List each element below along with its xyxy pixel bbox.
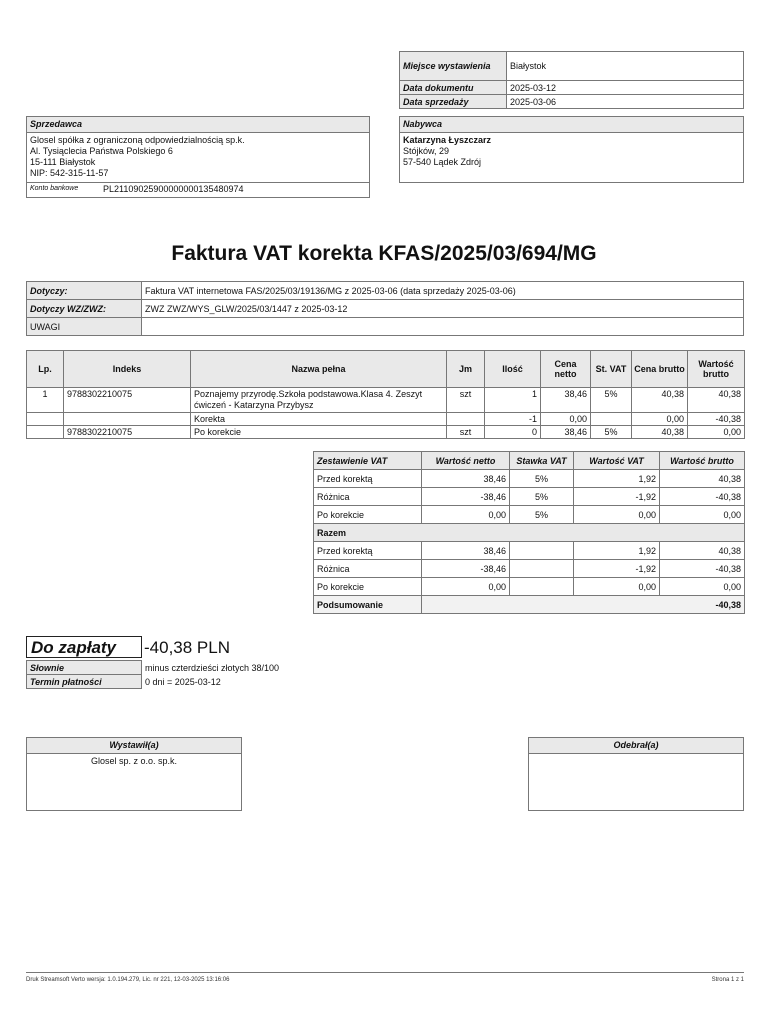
footer-page-number: Strona 1 z 1	[711, 977, 744, 983]
item-unit: szt	[447, 388, 485, 413]
vat-total-section-row	[314, 524, 745, 542]
payment-term-label: Termin płatności	[27, 675, 142, 689]
vat-amount: -1,92	[574, 488, 660, 506]
table-row	[314, 470, 745, 488]
issued-by-box	[26, 737, 242, 811]
payment-due-row	[26, 636, 426, 660]
buyer-city: 57-540 Lądek Zdrój	[403, 157, 482, 167]
item-index	[64, 413, 191, 426]
received-by-value	[529, 754, 743, 756]
vat-rate: 5%	[510, 488, 574, 506]
item-quantity: 1	[485, 388, 541, 413]
summary-value: -40,38	[422, 596, 745, 614]
vat-row-label: Różnica	[314, 488, 422, 506]
col-lp: Lp.	[27, 351, 64, 388]
vat-row-label: Po korekcie	[314, 506, 422, 524]
bank-account-label: Konto bankowe	[30, 185, 79, 192]
footer-print-info: Druk Streamsoft Verto wersja: 1.0.194.279, Lic. nr 221, 12-03-2025 13:16:06	[26, 977, 230, 983]
vat-net: 0,00	[422, 506, 510, 524]
remarks-value	[142, 318, 744, 336]
vat-gross: 0,00	[660, 506, 745, 524]
item-lp	[27, 413, 64, 426]
vat-rate: 5%	[510, 470, 574, 488]
total-gross: 0,00	[660, 578, 745, 596]
vat-col-summary: Zestawienie VAT	[314, 452, 422, 470]
references-table	[26, 281, 744, 336]
table-row	[27, 413, 745, 426]
total-rate	[510, 542, 574, 560]
item-index: 9788302210075	[64, 426, 191, 439]
total-vat: 1,92	[574, 542, 660, 560]
amount-in-words-label: Słownie	[27, 661, 142, 675]
items-header-row	[27, 351, 745, 388]
seller-name: Glosel spółka z ograniczoną odpowiedzialnością sp.k.	[30, 135, 245, 145]
buyer-box	[399, 116, 744, 183]
item-gross-value: 0,00	[688, 426, 745, 439]
item-net-price: 0,00	[541, 413, 591, 426]
bank-account-value: PL21109025900000000135480974	[103, 184, 244, 194]
item-gross-value: 40,38	[688, 388, 745, 413]
document-date-label: Data dokumentu	[400, 81, 507, 95]
vat-col-gross: Wartość brutto	[660, 452, 745, 470]
table-row	[314, 578, 745, 596]
vat-col-vat: Wartość VAT	[574, 452, 660, 470]
item-vat-rate: 5%	[591, 426, 632, 439]
item-vat-rate	[591, 413, 632, 426]
remarks-label: UWAGI	[27, 318, 142, 336]
items-table	[26, 350, 745, 439]
vat-gross: -40,38	[660, 488, 745, 506]
item-unit: szt	[447, 426, 485, 439]
seller-box	[26, 116, 370, 198]
payment-due-amount: -40,38 PLN	[144, 638, 230, 657]
document-title: Faktura VAT korekta KFAS/2025/03/694/MG	[171, 242, 597, 265]
col-unit: Jm	[447, 351, 485, 388]
col-name: Nazwa pełna	[191, 351, 447, 388]
document-date-value: 2025-03-12	[507, 81, 744, 95]
col-quantity: Ilość	[485, 351, 541, 388]
issued-by-label: Wystawił(a)	[27, 738, 241, 754]
vat-rate: 5%	[510, 506, 574, 524]
place-label: Miejsce wystawienia	[400, 52, 507, 81]
table-row	[27, 388, 745, 413]
seller-street: Al. Tysiąclecia Państwa Polskiego 6	[30, 146, 173, 156]
vat-net: 38,46	[422, 470, 510, 488]
vat-amount: 0,00	[574, 506, 660, 524]
vat-net: -38,46	[422, 488, 510, 506]
col-vat-rate: St. VAT	[591, 351, 632, 388]
total-row-label: Przed korektą	[314, 542, 422, 560]
total-net: 38,46	[422, 542, 510, 560]
summary-label: Podsumowanie	[314, 596, 422, 614]
col-index: Indeks	[64, 351, 191, 388]
total-row-label: Po korekcie	[314, 578, 422, 596]
item-net-price: 38,46	[541, 388, 591, 413]
seller-nip: NIP: 542-315-11-57	[30, 168, 109, 178]
table-row	[314, 560, 745, 578]
vat-col-rate: Stawka VAT	[510, 452, 574, 470]
ref-invoice-value: Faktura VAT internetowa FAS/2025/03/19136/MG z 2025-03-06 (data sprzedaży 2025-03-06)	[142, 282, 744, 300]
item-quantity: -1	[485, 413, 541, 426]
vat-summary-row	[314, 596, 745, 614]
received-by-label: Odebrał(a)	[529, 738, 743, 754]
item-quantity: 0	[485, 426, 541, 439]
table-row	[314, 488, 745, 506]
item-unit	[447, 413, 485, 426]
vat-summary-table	[313, 451, 745, 614]
table-row	[27, 426, 745, 439]
col-net-price: Cena netto	[541, 351, 591, 388]
seller-title: Sprzedawca	[27, 117, 369, 133]
payment-details-table	[26, 660, 426, 689]
total-gross: 40,38	[660, 542, 745, 560]
amount-in-words-value: minus czterdzieści złotych 38/100	[145, 662, 280, 673]
item-lp	[27, 426, 64, 439]
issued-by-value: Glosel sp. z o.o. sp.k.	[90, 756, 178, 766]
total-rate	[510, 578, 574, 596]
ref-invoice-label: Dotyczy:	[27, 282, 142, 300]
place-value: Białystok	[507, 52, 744, 81]
buyer-title: Nabywca	[400, 117, 743, 133]
vat-amount: 1,92	[574, 470, 660, 488]
ref-wz-label: Dotyczy WZ/ZWZ:	[27, 300, 142, 318]
vat-row-label: Przed korektą	[314, 470, 422, 488]
total-gross: -40,38	[660, 560, 745, 578]
payment-due-label: Do zapłaty	[26, 636, 142, 658]
sale-date-label: Data sprzedaży	[400, 95, 507, 109]
item-gross-price: 40,38	[632, 388, 688, 413]
item-gross-value: -40,38	[688, 413, 745, 426]
place-table	[399, 51, 744, 81]
item-net-price: 38,46	[541, 426, 591, 439]
seller-details	[27, 133, 369, 181]
item-gross-price: 0,00	[632, 413, 688, 426]
item-name: Poznajemy przyrodę.Szkoła podstawowa.Klasa 4. Zeszyt ćwiczeń - Katarzyna Przybysz	[191, 388, 447, 413]
received-by-box	[528, 737, 744, 811]
dates-table	[399, 80, 744, 109]
total-vat: -1,92	[574, 560, 660, 578]
total-net: -38,46	[422, 560, 510, 578]
vat-header-row	[314, 452, 745, 470]
seller-city: 15-111 Białystok	[30, 157, 96, 167]
footer	[26, 972, 744, 983]
col-gross-value: Wartość brutto	[688, 351, 745, 388]
bank-account-row	[27, 182, 369, 197]
total-rate	[510, 560, 574, 578]
total-row-label: Różnica	[314, 560, 422, 578]
table-row	[314, 542, 745, 560]
vat-gross: 40,38	[660, 470, 745, 488]
payment-term-value: 0 dni = 2025-03-12	[145, 676, 221, 687]
item-index: 9788302210075	[64, 388, 191, 413]
total-net: 0,00	[422, 578, 510, 596]
item-name: Korekta	[191, 413, 447, 426]
buyer-street: Stójków, 29	[403, 146, 450, 156]
table-row	[314, 506, 745, 524]
item-name: Po korekcie	[191, 426, 447, 439]
vat-total-title: Razem	[314, 524, 745, 542]
item-lp: 1	[27, 388, 64, 413]
item-vat-rate: 5%	[591, 388, 632, 413]
col-gross-price: Cena brutto	[632, 351, 688, 388]
vat-col-net: Wartość netto	[422, 452, 510, 470]
item-gross-price: 40,38	[632, 426, 688, 439]
sale-date-value: 2025-03-06	[507, 95, 744, 109]
buyer-name: Katarzyna Łyszczarz	[403, 135, 492, 145]
total-vat: 0,00	[574, 578, 660, 596]
buyer-details	[400, 133, 743, 170]
ref-wz-value: ZWZ ZWZ/WYS_GLW/2025/03/1447 z 2025-03-12	[142, 300, 744, 318]
